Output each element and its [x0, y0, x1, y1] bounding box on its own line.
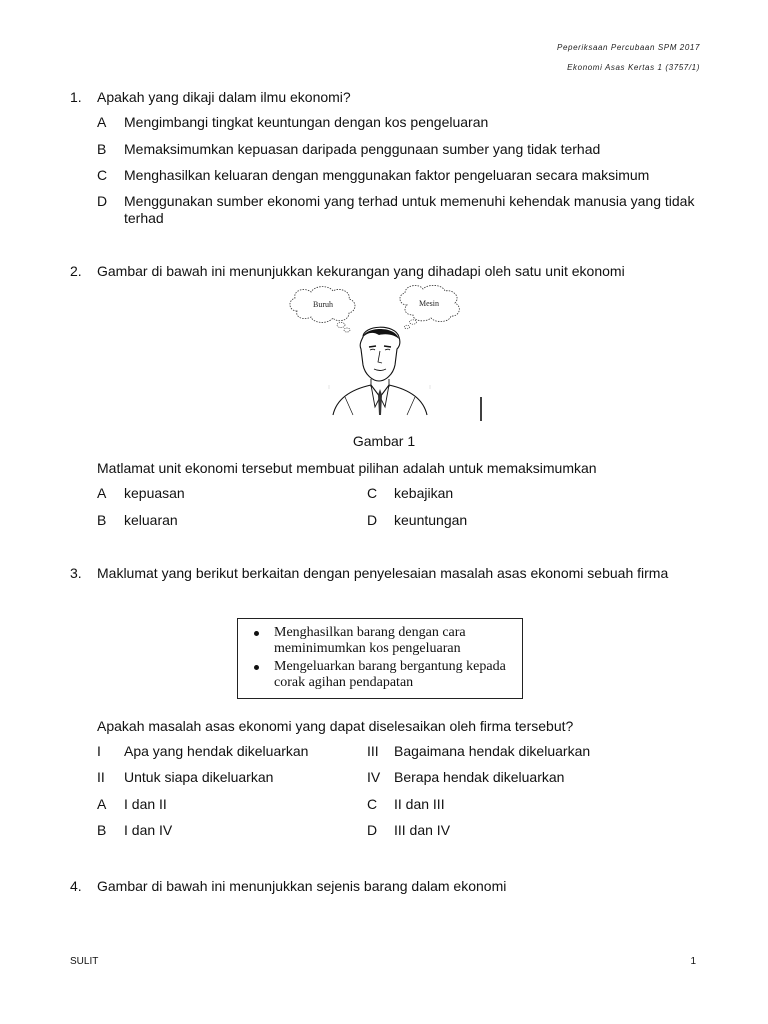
option-text: II dan III	[394, 796, 445, 812]
option-text: Mengimbangi tingkat keuntungan dengan kos pengeluaran	[124, 114, 489, 130]
option-text: keuntungan	[394, 512, 468, 528]
option-letter: C	[367, 485, 378, 501]
bubble-label-mesin: Mesin	[419, 299, 439, 308]
question-text: Gambar di bawah ini menunjukkan sejenis barang dalam ekonomi	[97, 878, 507, 894]
option-text: I dan IV	[124, 822, 173, 838]
thought-bubble-mesin	[400, 285, 459, 321]
option-text: kepuasan	[124, 485, 185, 501]
statement-numeral: IV	[367, 769, 381, 785]
info-bullet-text: Menghasilkan barang dengan cara meminimumkan kos pengeluaran	[274, 625, 466, 656]
question-number: 4.	[70, 878, 82, 894]
footer-classification: SULIT	[70, 956, 99, 967]
thought-bubble-buruh	[290, 287, 355, 323]
option-letter: B	[97, 822, 107, 838]
info-bullet-2	[250, 659, 522, 691]
option-letter: C	[367, 796, 378, 812]
q3-stem	[97, 717, 709, 735]
info-box	[237, 618, 523, 699]
option-text: I dan II	[124, 796, 167, 812]
option-letter: A	[97, 796, 107, 812]
header-paper-code: Ekonomi Asas Kertas 1 (3757/1)	[567, 63, 700, 72]
info-bullet-1	[250, 625, 522, 657]
statement-numeral: I	[97, 743, 101, 759]
option-letter: A	[97, 485, 107, 501]
question-number: 2.	[70, 263, 82, 279]
option-text: Menggunakan sumber ekonomi yang terhad untuk memenuhi kehendak manusia yang tidak terhad	[124, 193, 695, 226]
option-letter: D	[367, 822, 378, 838]
bubble-label-buruh: Buruh	[313, 300, 333, 309]
option-letter: D	[367, 512, 378, 528]
option-letter: B	[97, 141, 107, 157]
man-figure	[329, 327, 481, 421]
question-text: Maklumat yang berikut berkaitan dengan penyelesaian masalah asas ekonomi sebuah firma	[97, 565, 669, 581]
bullet-dot	[254, 665, 259, 670]
option-text: Menghasilkan keluaran dengan menggunakan faktor pengeluaran secara maksimum	[124, 167, 650, 183]
bullet-dot	[254, 631, 259, 636]
option-letter: A	[97, 114, 107, 130]
figure-caption: Gambar 1	[352, 433, 416, 449]
question-text: Gambar di bawah ini menunjukkan kekurangan yang dihadapi oleh satu unit ekonomi	[97, 263, 625, 279]
header-exam-title: Peperiksaan Percubaan SPM 2017	[557, 43, 700, 52]
option-letter: B	[97, 512, 107, 528]
question-text: Apakah yang dikaji dalam ilmu ekonomi?	[97, 89, 351, 105]
option-text: keluaran	[124, 512, 178, 528]
question-stem: Matlamat unit ekonomi tersebut membuat pilihan adalah untuk memaksimumkan	[97, 460, 597, 476]
question-number: 3.	[70, 565, 82, 581]
option-text: kebajikan	[394, 485, 454, 501]
option-text: III dan IV	[394, 822, 451, 838]
question-stem: Apakah masalah asas ekonomi yang dapat diselesaikan oleh firma tersebut?	[97, 718, 574, 734]
option-text: Memaksimumkan kepuasan daripada penggunaan sumber yang tidak terhad	[124, 141, 601, 157]
info-bullet-text: Mengeluarkan barang bergantung kepada corak agihan pendapatan	[274, 659, 506, 690]
page-number: 1	[690, 956, 696, 967]
option-letter: C	[97, 167, 108, 183]
q2-stem	[97, 459, 709, 477]
statement-text: Berapa hendak dikeluarkan	[394, 769, 565, 785]
statement-text: Apa yang hendak dikeluarkan	[124, 743, 309, 759]
statement-numeral: III	[367, 743, 379, 759]
statement-text: Untuk siapa dikeluarkan	[124, 769, 274, 785]
statement-text: Bagaimana hendak dikeluarkan	[394, 743, 591, 759]
question-number: 1.	[70, 89, 82, 105]
statement-numeral: II	[97, 769, 105, 785]
option-letter: D	[97, 193, 108, 209]
thinking-man-illustration	[283, 285, 493, 425]
